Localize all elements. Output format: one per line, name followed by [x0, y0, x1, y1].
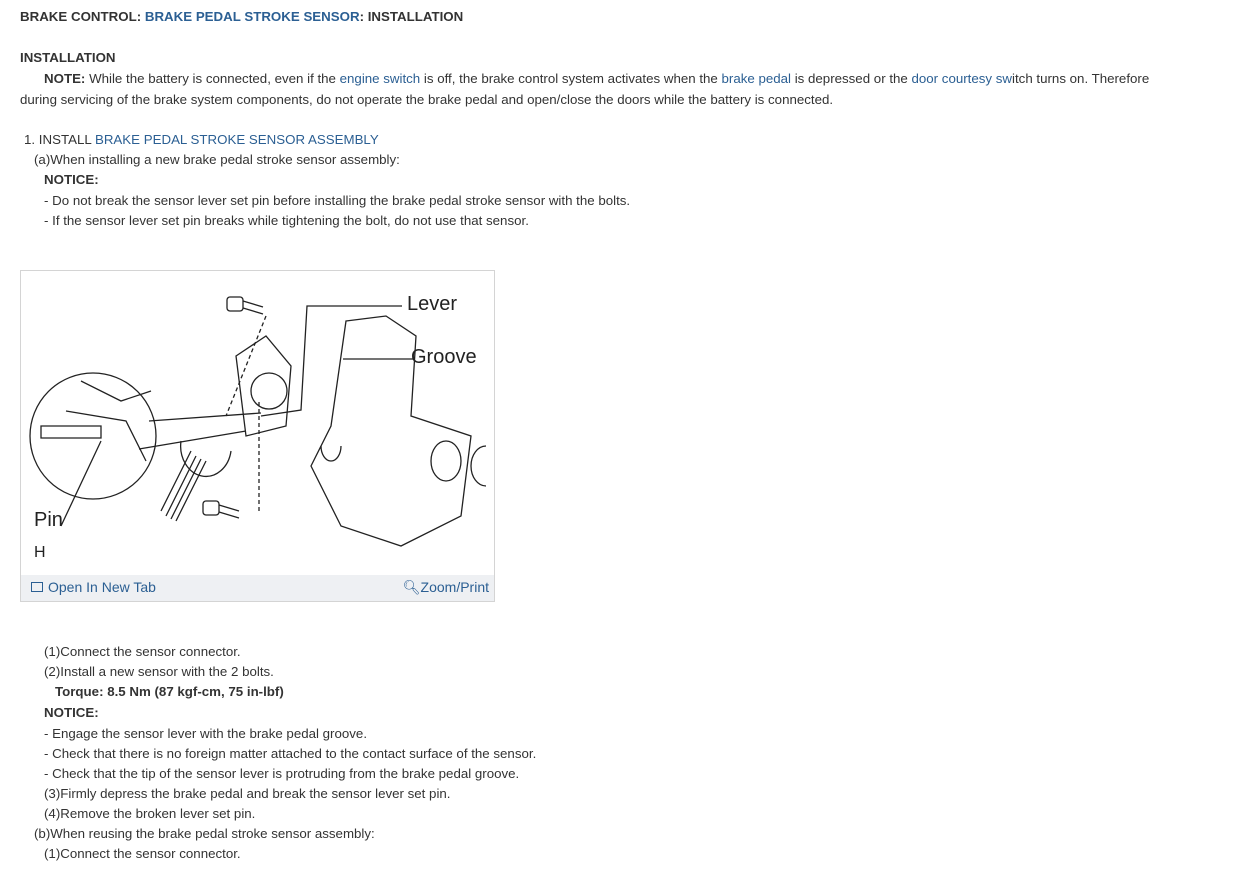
title-link[interactable]: BRAKE PEDAL STROKE SENSOR: [144, 9, 360, 24]
title-prefix: BRAKE CONTROL:: [20, 9, 145, 24]
brake-pedal-link[interactable]: brake pedal: [721, 71, 792, 86]
notice-item: - Check that there is no foreign matter attached to the contact surface of the sensor.: [44, 746, 537, 761]
figure-toolbar: [21, 575, 494, 601]
detail-circle: [30, 373, 156, 499]
notice-item: - Engage the sensor lever with the brake pedal groove.: [44, 726, 368, 741]
title-suffix: : INSTALLATION: [359, 9, 464, 24]
page-title: [20, 7, 463, 27]
zoom-print-button[interactable]: [403, 579, 489, 596]
figure-code: H: [34, 544, 46, 561]
open-tab-icon: [31, 582, 43, 592]
pin-label: Pin: [34, 509, 63, 531]
engine-switch-link[interactable]: engine switch: [339, 71, 421, 86]
step-b: (b)When reusing the brake pedal stroke sensor assembly:: [34, 826, 375, 841]
zoom-icon: 🔍︎: [402, 579, 421, 595]
notice-label: NOTICE:: [44, 705, 99, 720]
step-4: (4)Remove the broken lever set pin.: [44, 806, 256, 821]
torque-spec: Torque: 8.5 Nm (87 kgf-cm, 75 in-lbf): [55, 684, 284, 699]
note-text: is depressed or the: [791, 71, 912, 86]
step-2: (2)Install a new sensor with the 2 bolts.: [44, 664, 274, 679]
note-label: NOTE:: [44, 71, 86, 86]
zoom-label: Zoom/Print: [420, 579, 489, 595]
bolt-top: [227, 297, 243, 311]
step-3: (3)Firmly depress the brake pedal and break the sensor lever set pin.: [44, 786, 451, 801]
notice-item: - Do not break the sensor lever set pin before installing the brake pedal stroke sensor with the bolts.: [44, 193, 631, 208]
notice-item: - Check that the tip of the sensor lever is protruding from the brake pedal groove.: [44, 766, 520, 781]
step-1a: (a)When installing a new brake pedal stroke sensor assembly:: [34, 152, 400, 167]
note-text: While the battery is connected, even if the: [85, 71, 340, 86]
brake-sensor-diagram: [21, 271, 496, 577]
step-1-prefix: 1. INSTALL: [24, 132, 95, 147]
note-text: is off, the brake control system activates when the: [420, 71, 722, 86]
step-b1: (1)Connect the sensor connector.: [44, 846, 241, 861]
notice-item: - If the sensor lever set pin breaks while tightening the bolt, do not use that sensor.: [44, 213, 529, 228]
door-courtesy-switch-link[interactable]: door courtesy sw: [911, 71, 1013, 86]
notice-label: NOTICE:: [44, 172, 99, 187]
bolt-bottom: [203, 501, 219, 515]
lever-label: Lever: [407, 293, 458, 315]
sensor-assembly-link[interactable]: BRAKE PEDAL STROKE SENSOR ASSEMBLY: [94, 132, 379, 147]
note-line-2: during servicing of the brake system components, do not operate the brake pedal and open/close the doors while the battery is connected.: [20, 92, 834, 107]
note-line-1: [44, 69, 1149, 89]
step-1: (1)Connect the sensor connector.: [44, 644, 241, 659]
lever-leader: [261, 306, 402, 416]
groove-label: Groove: [411, 346, 477, 368]
section-title: INSTALLATION: [20, 50, 116, 65]
note-text: itch turns on. Therefore: [1012, 71, 1150, 86]
open-in-new-tab-button[interactable]: [31, 579, 156, 595]
illustration-figure: [20, 270, 495, 602]
open-label: Open In New Tab: [48, 579, 156, 595]
step-1-heading: [24, 130, 379, 150]
